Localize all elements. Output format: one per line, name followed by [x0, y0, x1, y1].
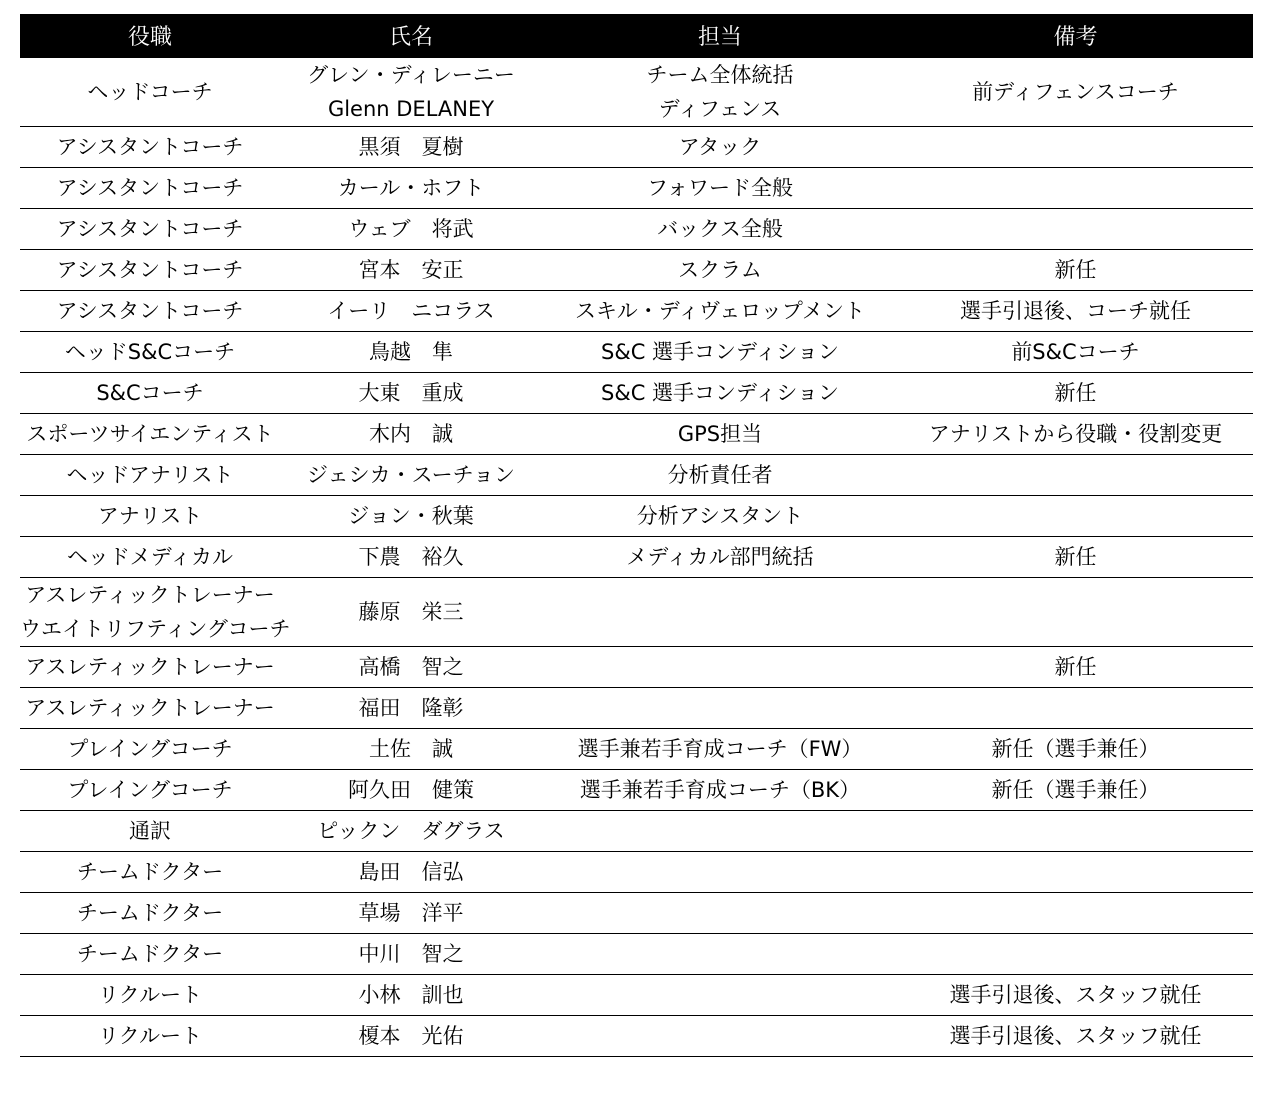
cell-note: [898, 769, 1253, 810]
cell-note-text: 新任: [1054, 257, 1097, 282]
cell-note-text: 新任（選手兼任）: [991, 777, 1160, 802]
cell-role-text: ヘッドコーチ: [87, 79, 213, 104]
cell-note: [898, 974, 1253, 1015]
cell-role: [20, 851, 280, 892]
cell-role: [20, 810, 280, 851]
cell-duty: [542, 57, 898, 126]
cell-role: [20, 413, 280, 454]
cell-note: [898, 57, 1253, 126]
cell-name: [280, 1015, 542, 1056]
cell-role-text: アスレティックトレーナー: [25, 695, 275, 720]
cell-role-text: プレイングコーチ: [67, 736, 233, 761]
cell-duty-text: バックス全般: [657, 216, 783, 241]
cell-note-text: 新任: [1054, 654, 1097, 679]
cell-name: [280, 413, 542, 454]
table-row: [20, 372, 1253, 413]
cell-name-text: 草場 洋平: [358, 900, 464, 925]
cell-duty: [542, 331, 898, 372]
cell-note-text: アナリストから役職・役割変更: [928, 421, 1223, 446]
cell-duty: [542, 769, 898, 810]
cell-note: [898, 810, 1253, 851]
cell-name: [280, 577, 542, 646]
cell-duty-text: S&C 選手コンディション: [601, 339, 839, 364]
table-row: [20, 933, 1253, 974]
cell-duty: [542, 974, 898, 1015]
cell-duty: [542, 372, 898, 413]
cell-duty-text: 分析アシスタント: [636, 503, 804, 528]
cell-role: [20, 331, 280, 372]
cell-role-text: リクルート: [98, 982, 202, 1007]
cell-duty: [542, 454, 898, 495]
cell-role: [20, 290, 280, 331]
header-note: 備考: [898, 14, 1253, 57]
cell-name: [280, 769, 542, 810]
cell-role-text: プレイングコーチ: [67, 777, 233, 802]
cell-role: [20, 536, 280, 577]
cell-name: [280, 454, 542, 495]
cell-note: [898, 413, 1253, 454]
cell-role-text: ヘッドメディカル: [66, 544, 234, 569]
table-row: [20, 495, 1253, 536]
cell-note-text: 前S&Cコーチ: [1011, 339, 1140, 364]
cell-name-text: 中川 智之: [358, 941, 464, 966]
cell-name-text: 藤原 栄三: [358, 599, 464, 624]
cell-role-text: アスレティックトレーナー: [25, 582, 275, 607]
cell-role: [20, 577, 291, 646]
cell-name: [280, 851, 542, 892]
cell-note: [898, 208, 1253, 249]
cell-role-text: アシスタントコーチ: [56, 257, 244, 282]
cell-role: [20, 495, 280, 536]
cell-name-text: 大東 重成: [358, 380, 464, 405]
cell-name: [280, 249, 542, 290]
cell-note-text: 選手引退後、スタッフ就任: [949, 1023, 1202, 1048]
table-row: [20, 208, 1253, 249]
cell-note: [898, 577, 1253, 646]
table-row: [20, 454, 1253, 495]
cell-name: [280, 126, 542, 167]
cell-name: [280, 810, 542, 851]
cell-duty: [542, 495, 898, 536]
cell-role: [20, 249, 280, 290]
cell-note: [898, 372, 1253, 413]
cell-role-text: 通訳: [129, 818, 171, 843]
cell-role: [20, 892, 280, 933]
table-row: [20, 1015, 1253, 1056]
cell-duty: [542, 687, 898, 728]
table-row: [20, 851, 1253, 892]
cell-role-text: スポーツサイエンティスト: [26, 421, 274, 446]
cell-name: [280, 167, 542, 208]
cell-role: [20, 1015, 280, 1056]
cell-duty: [542, 810, 898, 851]
cell-role-text: アシスタントコーチ: [56, 134, 244, 159]
cell-role-text: アナリスト: [97, 503, 203, 528]
cell-role: [20, 646, 280, 687]
table-body: [20, 57, 1253, 1056]
cell-duty: [542, 892, 898, 933]
cell-duty-text: 選手兼若手育成コーチ（FW）: [577, 736, 863, 761]
table-row: [20, 577, 1253, 646]
table-row: [20, 646, 1253, 687]
cell-name: [280, 646, 542, 687]
cell-name: [280, 495, 542, 536]
table-row: [20, 249, 1253, 290]
cell-duty: [542, 728, 898, 769]
cell-note: [898, 454, 1253, 495]
cell-role: [20, 454, 280, 495]
table-row: [20, 769, 1253, 810]
cell-duty-text: スクラム: [678, 257, 762, 282]
cell-note-text: 新任: [1054, 380, 1097, 405]
cell-role: [20, 372, 280, 413]
table-row: [20, 728, 1253, 769]
cell-name-text: グレン・ディレーニー: [307, 62, 515, 87]
header-name: 氏名: [280, 14, 542, 57]
cell-role-text: ウエイトリフティングコーチ: [20, 616, 291, 641]
cell-name-text: 黒須 夏樹: [358, 134, 464, 159]
cell-duty-text: 分析責任者: [667, 462, 773, 487]
cell-duty: [542, 290, 898, 331]
table-header: [20, 14, 1253, 57]
cell-role-text: チームドクター: [76, 859, 224, 884]
cell-role-text: アスレティックトレーナー: [25, 654, 275, 679]
cell-role: [20, 728, 280, 769]
cell-name-text: 高橋 智之: [358, 654, 464, 679]
cell-name: [280, 728, 542, 769]
cell-name-text: カール・ホフト: [337, 175, 485, 200]
cell-note: [898, 331, 1253, 372]
cell-name-text: 鳥越 隼: [369, 339, 453, 364]
cell-duty-text: メディカル部門統括: [626, 544, 814, 569]
cell-role: [20, 933, 280, 974]
cell-name-text: Glenn DELANEY: [327, 96, 495, 121]
header-duty: 担当: [542, 14, 898, 57]
cell-note-text: 新任（選手兼任）: [991, 736, 1160, 761]
cell-name-text: ジョン・秋葉: [348, 503, 474, 528]
cell-duty-text: チーム全体統括: [646, 62, 794, 87]
cell-duty-text: GPS担当: [677, 421, 763, 446]
staff-table-container: [20, 14, 1253, 1057]
cell-duty-text: ディフェンス: [658, 96, 782, 121]
cell-note: [898, 728, 1253, 769]
cell-note: [898, 646, 1253, 687]
cell-role: [20, 769, 280, 810]
cell-note: [898, 167, 1253, 208]
cell-name: [280, 536, 542, 577]
cell-duty: [542, 577, 898, 646]
table-row: [20, 290, 1253, 331]
cell-role-text: チームドクター: [76, 900, 224, 925]
cell-role-text: ヘッドS&Cコーチ: [64, 339, 236, 364]
cell-note: [898, 249, 1253, 290]
cell-name-text: 木内 誠: [369, 421, 453, 446]
cell-duty: [542, 413, 898, 454]
cell-duty: [542, 167, 898, 208]
cell-name-text: イーリ ニコラス: [327, 298, 495, 323]
table-row: [20, 57, 1253, 126]
cell-role: [20, 687, 280, 728]
cell-name-text: 小林 訓也: [358, 982, 464, 1007]
cell-name-text: ジェシカ・スーチョン: [307, 462, 515, 487]
cell-note: [898, 126, 1253, 167]
cell-name-text: 宮本 安正: [358, 257, 464, 282]
cell-role: [20, 208, 280, 249]
table-row: [20, 126, 1253, 167]
cell-role-text: リクルート: [98, 1023, 202, 1048]
cell-duty: [542, 126, 898, 167]
cell-role-text: チームドクター: [76, 941, 224, 966]
cell-role: [20, 126, 280, 167]
cell-name-text: 福田 隆彰: [358, 695, 464, 720]
cell-note-text: 前ディフェンスコーチ: [972, 79, 1179, 104]
cell-name-text: ピックン ダグラス: [317, 818, 505, 843]
cell-note-text: 新任: [1054, 544, 1097, 569]
header-row: [20, 14, 1253, 57]
cell-name-text: 土佐 誠: [369, 736, 453, 761]
cell-name: [280, 208, 542, 249]
cell-name: [280, 290, 542, 331]
cell-duty-text: スキル・ディヴェロップメント: [574, 298, 865, 323]
cell-role-text: ヘッドアナリスト: [66, 462, 234, 487]
cell-note: [898, 933, 1253, 974]
table-row: [20, 687, 1253, 728]
cell-note: [898, 495, 1253, 536]
cell-duty: [542, 208, 898, 249]
cell-duty-text: 選手兼若手育成コーチ（BK）: [579, 777, 861, 802]
cell-name: [280, 331, 542, 372]
cell-name: [280, 57, 542, 126]
cell-role-text: アシスタントコーチ: [56, 216, 244, 241]
cell-name: [280, 687, 542, 728]
cell-name: [280, 372, 542, 413]
cell-name: [280, 933, 542, 974]
cell-duty: [542, 1015, 898, 1056]
table-row: [20, 810, 1253, 851]
cell-role-text: アシスタントコーチ: [56, 298, 244, 323]
header-role: 役職: [20, 14, 280, 57]
table-row: [20, 331, 1253, 372]
cell-role-text: S&Cコーチ: [96, 380, 204, 405]
cell-duty-text: フォワード全般: [647, 175, 793, 200]
table-row: [20, 974, 1253, 1015]
cell-note: [898, 687, 1253, 728]
cell-duty: [542, 249, 898, 290]
cell-note-text: 選手引退後、コーチ就任: [960, 298, 1191, 323]
cell-note-text: 選手引退後、スタッフ就任: [949, 982, 1202, 1007]
cell-duty-text: アタック: [678, 134, 762, 159]
cell-name-text: 阿久田 健策: [348, 777, 474, 802]
cell-duty-text: S&C 選手コンディション: [601, 380, 839, 405]
cell-note: [898, 1015, 1253, 1056]
cell-duty: [542, 646, 898, 687]
cell-role: [20, 974, 280, 1015]
cell-name-text: 島田 信弘: [358, 859, 464, 884]
cell-duty: [542, 851, 898, 892]
staff-table: [20, 14, 1253, 1057]
cell-name: [280, 974, 542, 1015]
table-row: [20, 892, 1253, 933]
table-row: [20, 413, 1253, 454]
cell-role: [20, 57, 280, 126]
cell-name-text: 榎本 光佑: [358, 1023, 464, 1048]
cell-note: [898, 290, 1253, 331]
cell-duty: [542, 536, 898, 577]
cell-role: [20, 167, 280, 208]
cell-name-text: 下農 裕久: [358, 544, 464, 569]
cell-name-text: ウェブ 将武: [348, 216, 474, 241]
cell-duty: [542, 933, 898, 974]
table-row: [20, 536, 1253, 577]
cell-name: [280, 892, 542, 933]
cell-role-text: アシスタントコーチ: [56, 175, 244, 200]
table-row: [20, 167, 1253, 208]
cell-note: [898, 536, 1253, 577]
cell-note: [898, 892, 1253, 933]
cell-note: [898, 851, 1253, 892]
